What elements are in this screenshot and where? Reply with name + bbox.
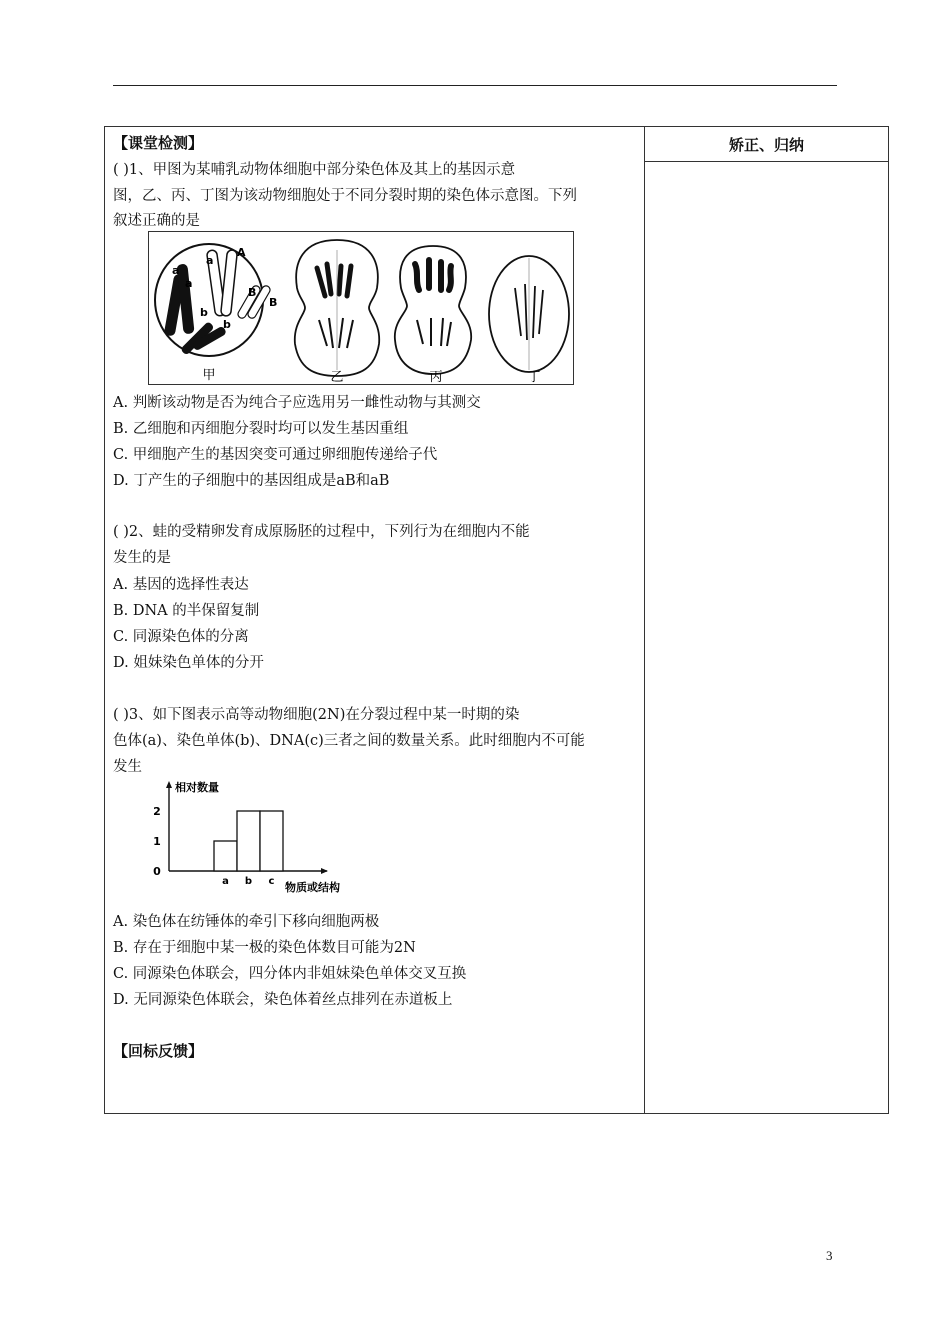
- bar-a: [214, 841, 237, 871]
- figure-label-yi: 乙: [330, 370, 344, 384]
- gene-label: a: [185, 277, 193, 290]
- check-section-title: 【课堂检测】: [113, 134, 204, 152]
- y-axis-label: 相对数量: [175, 781, 219, 794]
- bar-b: [237, 811, 260, 871]
- q2-option-d: D. 姐妹染色单体的分开: [113, 655, 264, 671]
- column-divider: [644, 127, 645, 1113]
- gene-label: A: [237, 246, 246, 259]
- cell-yi: [295, 240, 379, 376]
- y-tick-label: 2: [153, 805, 161, 818]
- cell-bing: [395, 246, 471, 374]
- q3-option-b: B. 存在于细胞中某一极的染色体数目可能为2N: [113, 940, 416, 956]
- cell-division-diagram: [149, 232, 573, 384]
- q1-option-a: A. 判断该动物是否为纯合子应选用另一雌性动物与其测交: [113, 395, 481, 411]
- gene-label: B: [248, 286, 257, 299]
- q3-stem-line: 发生: [113, 759, 142, 775]
- gene-label: B: [269, 296, 278, 309]
- worksheet-table: [104, 126, 889, 1114]
- gene-label: a: [206, 254, 214, 267]
- q2-option-b: B. DNA 的半保留复制: [113, 603, 260, 619]
- y-tick-label: 1: [153, 835, 161, 848]
- q3-option-c: C. 同源染色体联会，四分体内非姐妹染色单体交叉互换: [113, 966, 467, 982]
- gene-label: b: [223, 318, 231, 331]
- cell-ding: [489, 256, 569, 372]
- q2-option-a: A. 基因的选择性表达: [113, 577, 249, 593]
- x-axis-label: 物质或结构: [285, 881, 340, 894]
- q1-option-b: B. 乙细胞和丙细胞分裂时均可以发生基因重组: [113, 421, 409, 437]
- cell-jia: [155, 244, 277, 356]
- q1-cell-figure: [148, 231, 574, 385]
- feedback-section-title: 【回标反馈】: [113, 1042, 204, 1060]
- bar-c: [260, 811, 283, 871]
- page-number: 3: [826, 1248, 833, 1263]
- q1-option-c: C. 甲细胞产生的基因突变可通过卵细胞传递给子代: [113, 447, 438, 463]
- q2-stem-line: 发生的是: [113, 550, 171, 566]
- q2-stem-line: ( )2、蛙的受精卵发育成原肠胚的过程中，下列行为在细胞内不能: [113, 524, 530, 540]
- x-tick-label: a: [222, 876, 229, 887]
- y-tick-label: 0: [153, 865, 161, 878]
- q1-option-d: D. 丁产生的子细胞中的基因组成是aB和aB: [113, 473, 390, 489]
- header-rule: [113, 85, 837, 86]
- figure-label-bing: 丙: [429, 370, 443, 384]
- right-column-header: 矫正、归纳: [645, 127, 888, 162]
- figure-label-ding: 丁: [527, 370, 541, 384]
- q3-option-a: A. 染色体在纺锤体的牵引下移向细胞两极: [113, 914, 380, 930]
- q3-stem-line: ( )3、如下图表示高等动物细胞(2N)在分裂过程中某一时期的染: [113, 707, 520, 723]
- q2-option-c: C. 同源染色体的分离: [113, 629, 249, 645]
- x-tick-label: c: [268, 876, 275, 887]
- q3-stem-line: 色体(a)、染色单体(b)、DNA(c)三者之间的数量关系。此时细胞内不可能: [113, 733, 585, 749]
- x-axis-arrow: [321, 868, 328, 874]
- q3-bar-chart: [145, 777, 365, 895]
- x-tick-label: b: [244, 876, 253, 887]
- figure-label-jia: 甲: [202, 368, 216, 383]
- y-axis-arrow: [166, 781, 172, 788]
- q3-option-d: D. 无同源染色体联会，染色体着丝点排列在赤道板上: [113, 992, 453, 1008]
- q1-stem-line: ( )1、甲图为某哺乳动物体细胞中部分染色体及其上的基因示意: [113, 162, 516, 178]
- gene-label: b: [200, 306, 208, 319]
- gene-label: a: [172, 264, 180, 277]
- q1-stem-line: 图，乙、丙、丁图为该动物细胞处于不同分裂时期的染色体示意图。下列: [113, 188, 577, 204]
- q1-stem-line: 叙述正确的是: [113, 213, 200, 229]
